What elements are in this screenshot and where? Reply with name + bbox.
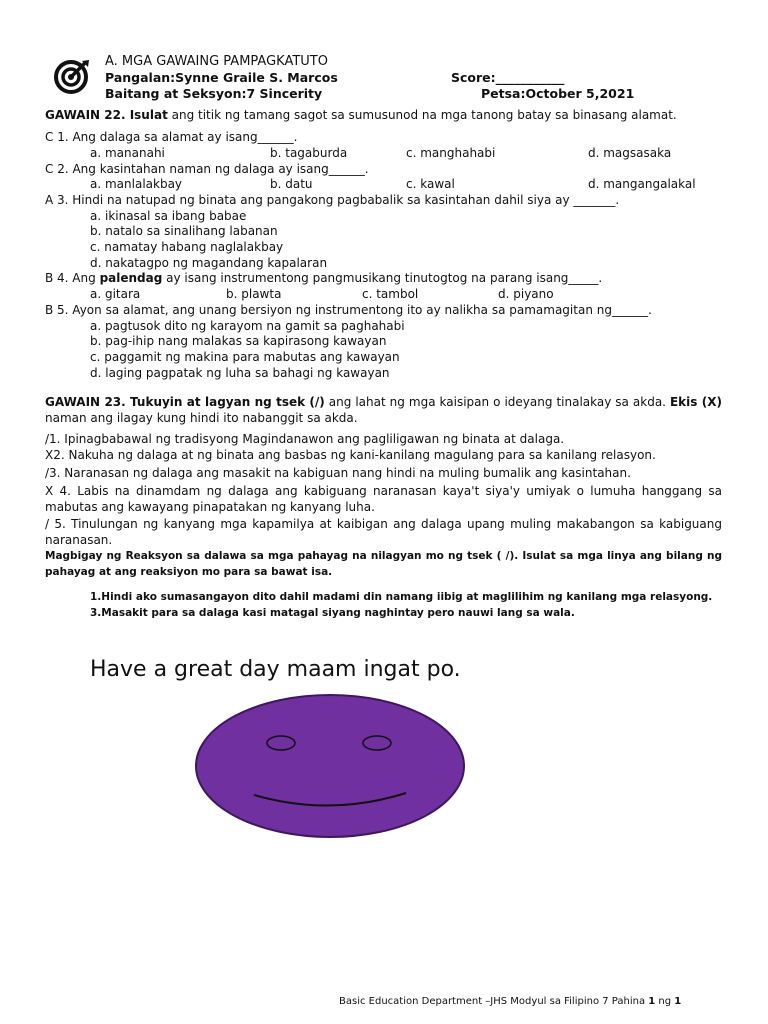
question-2-stem: C 2. Ang kasintahan naman ng dalaga ay isang______.: [45, 162, 369, 176]
q3-choice-c: c. namatay habang naglalakbay: [90, 240, 284, 254]
gawain23-title: [45, 394, 722, 426]
q5-choice-c: c. paggamit ng makina para mabutas ang kawayan: [90, 350, 400, 364]
gawain22-title-rest: ang titik ng tamang sagot sa sumusunod na mga tanong batay sa binasang alamat.: [167, 108, 677, 122]
q4-choice-a: a. gitara: [90, 287, 141, 301]
gawain23-title-rest: naman ang ilagay kung hindi ito nabanggit sa akda.: [45, 411, 358, 425]
gawain23-title-bold1: GAWAIN 23. Tukuyin at lagyan ng tsek (/): [45, 395, 325, 409]
reaction-instruction: Magbigay ng Reaksyon sa dalawa sa mga pahayag na nilagyan mo ng tsek ( /). Isulat sa mga linya ang bilang ng pahayag at ang reaksiyon mo para sa bawat isa.: [45, 550, 722, 578]
q5-choice-d: d. laging pagpatak ng luha sa bahagi ng kawayan: [90, 366, 390, 380]
name-line: Pangalan:Synne Graile S. Marcos: [105, 70, 338, 85]
q3-choice-d: d. nakatagpo ng magandang kapalaran: [90, 256, 328, 270]
gawain23-title-mid: ang lahat ng mga kaisipan o ideyang tinalakay sa akda.: [324, 395, 670, 409]
smiley-face: [194, 693, 466, 843]
gawain22-title-bold: GAWAIN 22. Isulat: [45, 108, 168, 122]
footer-total: 1: [674, 996, 682, 1007]
question-4-stem: [45, 271, 602, 285]
question-3-stem: A 3. Hindi na natupad ng binata ang pangakong pagbabalik sa kasintahan dahil siya ay _______.: [45, 193, 620, 207]
question-5-stem: B 5. Ayon sa alamat, ang unang bersiyon ng instrumentong ito ay nalikha sa pamamagitan ng______.: [45, 303, 652, 317]
q1-choice-a: a. mananahi: [90, 146, 165, 160]
q4-stem-pre: B 4. Ang: [45, 271, 100, 285]
q4-stem-bold: palendag: [99, 271, 163, 285]
q1-choice-c: c. manghahabi: [406, 146, 496, 160]
score-label: Score:___________: [451, 70, 565, 85]
q2-choice-a: a. manlalakbay: [90, 177, 183, 191]
date-line: Petsa:October 5,2021: [481, 86, 635, 101]
q4-choice-d: d. piyano: [498, 287, 554, 301]
q3-choice-a: a. ikinasal sa ibang babae: [90, 209, 247, 223]
footer-page: 1: [648, 996, 656, 1007]
gawain23-item-1: /1. Ipinagbabawal ng tradisyong Magindanawon ang pagliligawan ng binata at dalaga.: [45, 432, 565, 446]
q4-choice-b: b. plawta: [226, 287, 282, 301]
section-title: A. MGA GAWAING PAMPAGKATUTO: [105, 54, 328, 69]
q1-choice-b: b. tagaburda: [270, 146, 348, 160]
target-icon: [52, 58, 92, 94]
q1-choice-d: d. magsasaka: [588, 146, 672, 160]
q2-choice-d: d. mangangalakal: [588, 177, 696, 191]
answer-1: 1.Hindi ako sumasangayon dito dahil madami din namang iibig at maglilihim ng kanilang mga relasyong.: [90, 591, 713, 603]
gawain23-item-5: / 5. Tinulungan ng kanyang mga kapamilya at kaibigan ang dalaga upang muling makabangon sa kabiguang naranasan.: [45, 517, 722, 547]
q4-stem-post: ay isang instrumentong pangmusikang tinutogtog na parang isang_____.: [162, 271, 603, 285]
q3-choice-b: b. natalo sa sinalihang labanan: [90, 224, 278, 238]
gawain23-title-bold2: Ekis (X): [669, 395, 722, 409]
q5-choice-b: b. pag-ihip nang malakas sa kapirasong kawayan: [90, 334, 387, 348]
footer-text: Basic Education Department –JHS Modyul sa Filipino 7 Pahina: [339, 996, 649, 1007]
q4-choice-c: c. tambol: [362, 287, 419, 301]
gawain22-title: [45, 108, 677, 122]
footer-of: ng: [655, 996, 675, 1007]
gawain23-item-2: X2. Nakuha ng dalaga at ng binata ang basbas ng kani-kanilang magulang para sa kanilang relasyon.: [45, 448, 656, 462]
q2-choice-c: c. kawal: [406, 177, 455, 191]
q2-choice-b: b. datu: [270, 177, 313, 191]
gawain23-item-3: /3. Naranasan ng dalaga ang masakit na kabiguan nang hindi na muling bumalik ang kasintahan.: [45, 466, 631, 480]
greeting-text: Have a great day maam ingat po.: [90, 657, 461, 682]
gawain23-item-4: X 4. Labis na dinamdam ng dalaga ang kabiguang naranasan kaya't siya'y umiyak o lumuha hanggang sa mabutas ang kawayang pinapatakan ng kanyang luha.: [45, 484, 722, 514]
grade-section-line: Baitang at Seksyon:7 Sincerity: [105, 86, 323, 101]
question-1-stem: C 1. Ang dalaga sa alamat ay isang______.: [45, 130, 298, 144]
answer-2: 3.Masakit para sa dalaga kasi matagal siyang naghintay pero nauwi lang sa wala.: [90, 607, 575, 619]
page-footer: [339, 996, 681, 1007]
q5-choice-a: a. pagtusok dito ng karayom na gamit sa paghahabi: [90, 319, 405, 333]
